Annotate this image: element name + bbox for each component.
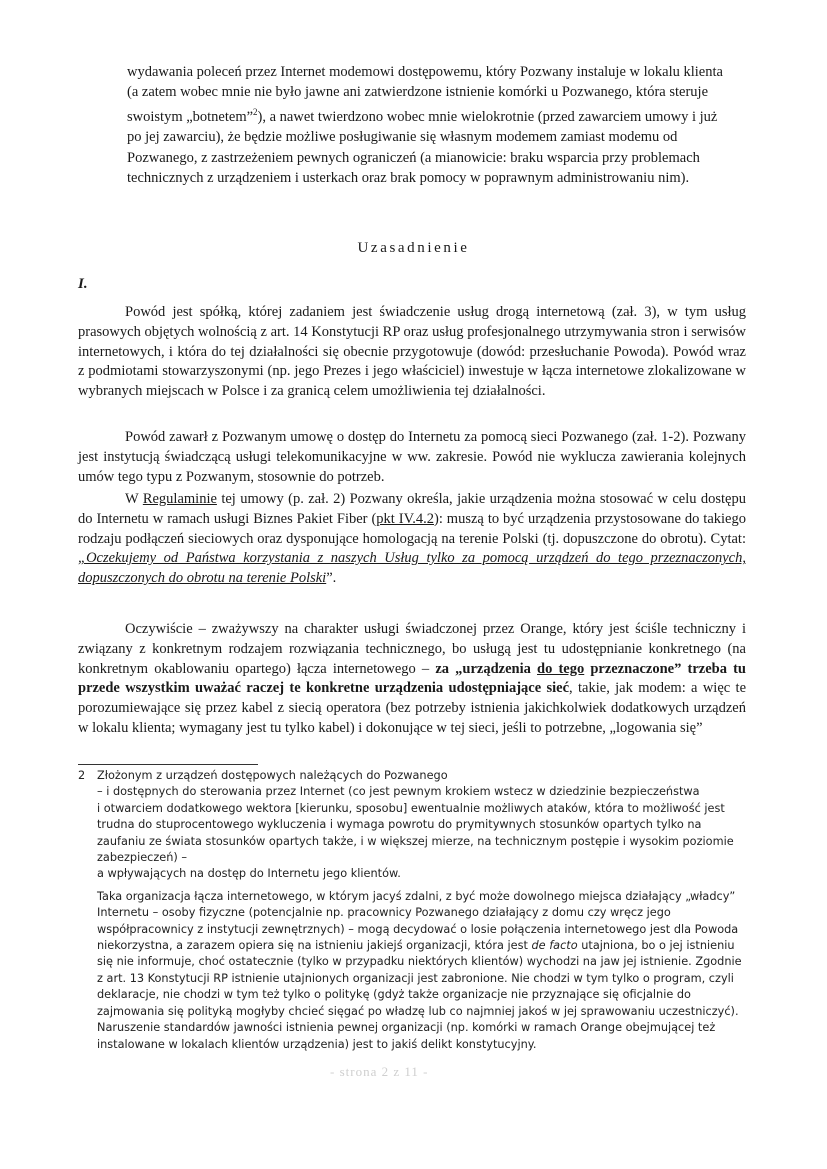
footnote-separator xyxy=(78,764,258,765)
footnote-number: 2 xyxy=(78,769,86,782)
footnote-line: zaufaniu ze świata stosunków opartych także, i w większej mierze, na technicznym postępie i wysokim poziomie xyxy=(97,834,734,848)
pkt-reference: pkt IV.4.2 xyxy=(376,510,434,527)
paragraph-regulations xyxy=(78,490,746,589)
p3-text-d: ”. xyxy=(326,570,337,587)
footnote-line: a wpływających na dostęp do Internetu jego klientów. xyxy=(97,867,401,881)
section-heading: Uzasadnienie xyxy=(357,240,470,256)
p3-text-b: tej umowy (p. zał. 2) Pozwany określa, jakie urządzenia można stosować w celu dostępu do Internetu w ramach usługi Biznes Pakiet Fiber ( xyxy=(78,491,746,527)
intro-paragraph xyxy=(127,62,727,188)
footnote-ref[interactable]: 2 xyxy=(253,107,258,118)
footnote-text-a: Taka organizacja łącza internetowego, w którym jacyś zdalni, z być może dowolnego miejsca działający „władcy” Internetu – osoby fizyczne (potencjalnie np. pracownicy Pozwanego działający z domu czy wręcz jego współpracownicy z instytucji zewnętrznych) – mogą decydować o losie połączenia internetowego jest dla Powoda niekorzystna, a zarazem opiera się na istnieniu jakiejś organizacji, która jest xyxy=(97,889,739,953)
p4-bold-1: za „urządzenia xyxy=(435,660,538,677)
intro-text-1: wydawania poleceń przez Internet modemowi dostępowemu, który Pozwany instaluje w lokalu klienta (a zatem wobec mnie nie było jawne ani zatwierdzone istnienie komórki u Pozwanego, która steruje swoistym „botnetem” xyxy=(127,64,723,126)
intro-text-2: ), a nawet twierdzono wobec mnie wielokrotnie (przed zawarciem umowy i już po jej zawarciu), że będzie możliwe posługiwanie się własnym modemem zamiast modemu od Pozwanego, z zastrzeżeniem pewnych ograniczeń (a mianowicie: braku wsparcia przy problemach technicznych z urządzeniem i usterkach oraz brak pomocy w poprawnym administrowaniu nim). xyxy=(127,109,718,186)
footnote-list xyxy=(97,768,748,883)
p4-bold-underlined: do tego xyxy=(537,660,585,677)
footnote-italic: de facto xyxy=(531,939,578,953)
paragraph-contract: Powód zawarł z Pozwanym umowę o dostęp do Internetu za pomocą sieci Pozwanego (zał. 1-2). Pozwany jest instytucją świadczącą usługi telekomunikacyjne w ww. zakresie. Powód nie wyklucza zawierania kolejnych umów tego typu z Pozwanym, stosownie do potrzeb. xyxy=(78,429,746,485)
page-stamp: - strona 2 z 11 - xyxy=(330,1064,429,1079)
regulamin-link: Regulaminie xyxy=(142,491,217,507)
p3-text-c: ): muszą to być urządzenia przystosowane do takiego rodzaju podłączeń sieciowych oraz dysponujące homologacją na terenie Polski (tj. dopuszczone do obrotu). Cytat: xyxy=(78,510,746,547)
p4-text-b: , takie, jak modem: a więc te porozumiewające się przez kabel z siecią operatora (bez potrzeby istnienia jakichkolwiek dodatkowych urządzeń w lokalu klienta; wymagany jest tu tylko kabel) i dokonujące w tej sieci, jeśli to potrzebne, „logowania się” xyxy=(78,680,747,736)
footnote-line: Złożonym z urządzeń dostępowych należących do Pozwanego xyxy=(97,769,448,782)
footnote-text-b: utajniona, bo o jej istnieniu się nie informuje, choć ostatecznie (tylko w przypadku niektórych klientów) wychodzi na jaw jej istnienie. Zgodnie z art. 13 Konstytucji RP istnienie utajnionych organizacji jest zabronione. Nie chodzi w tym tylko o program, czyli deklaracje, nie chodzi w tym też tylko o politykę (gdyż także organizacje nie przyznające się oficjalnie do zajmowania się polityką mogłyby chcieć sięgać po władzę lub co najmniej jakoś w jej sprawowaniu uczestniczyć). Naruszenie standardów jawności istnienia pewnej organizacji (np. komórki w ramach Orange obejmującej też instalowane w lokalach klientów urządzenia) jest to jakiś delikt konstytucyjny. xyxy=(97,939,742,1051)
footnote-paragraph xyxy=(97,889,748,1053)
p4-text-a: Oczywiście – zważywszy na charakter usługi świadczonej przez Orange, który jest ściśle techniczny i związany z konkretnym rodzajem rozwiązania technicznego, bo usługą jest tu udostępnianie konkretnego (na konkretnym okablowaniu opartego) łącza internetowego – xyxy=(78,621,746,677)
regulations-quote: „Oczekujemy od Państwa korzystania z naszych Usług tylko za pomocą urządzeń do tego przeznaczonych, dopuszczonych do obrotu na terenie Polski xyxy=(78,550,746,587)
footnote-line: i otwarciem dodatkowego wektora [kierunku, sposobu] ewentualnie możliwych ataków, która to możliwość jest xyxy=(97,801,725,815)
footnote xyxy=(78,768,748,1053)
footnote-line: trudna do stuprocentowego wykluczenia i wymaga powrotu do prymitywnych stosunków opartych tylko na xyxy=(97,818,702,832)
footnote-line: zabezpieczeń) – xyxy=(97,851,188,865)
footnote-line: – i dostępnych do sterowania przez Internet (co jest pewnym krokiem wstecz w dziedzinie bezpieczeństwa xyxy=(97,785,700,799)
p3-text-a: W xyxy=(125,491,143,507)
paragraph-plaintiff: Powód jest spółką, której zadaniem jest świadczenie usług drogą internetową (zał. 3), w tym usług prasowych objętych wolnością z art. 14 Konstytucji RP oraz usług profesjonalnego utrzymywania stron i serwisów internetowych, i która do tej działalności się obecnie przygotowuje (dowód: przesłuchanie Powoda). Powód wraz z podmiotami stowarzyszonymi (np. jego Prezes i jego właściciel) inwestuje w łącza internetowe zlokalizowane w wybranych miejscach w Polsce i za granicą celem umożliwienia tej działalności. xyxy=(78,304,746,400)
p4-bold-2: przeznaczone” trzeba tu przede wszystkim uważać raczej te konkretne urządzenia udostępniające sieć xyxy=(78,660,746,697)
section-number: I. xyxy=(78,276,88,292)
paragraph-devices xyxy=(78,620,746,739)
